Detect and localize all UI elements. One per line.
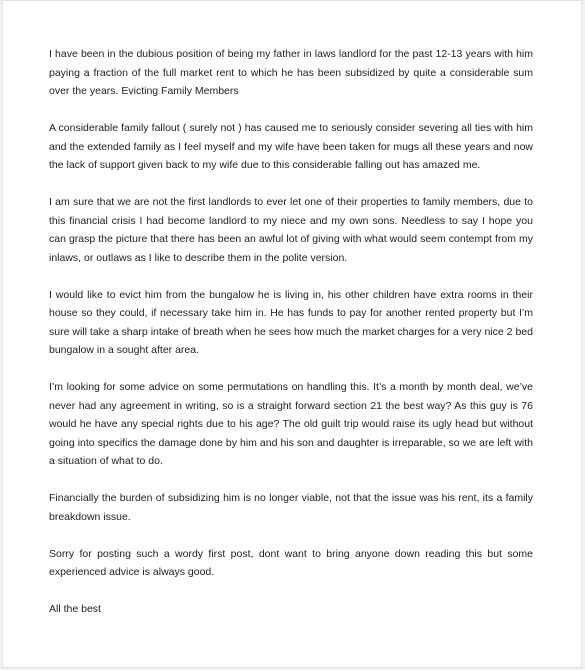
paragraph-5: I’m looking for some advice on some permutations on handling this. It’s a month by month deal, we’ve never had any agreement in writing, so is a straight forward section 21 the best way? As this guy is 76 would he have any special rights due to his age? The old guilt trip would raise its ugly head but without going into specifics the damage done by him and his son and daughter is irreparable, so we are left with a situation of what to do. (49, 381, 533, 467)
document-page (2, 0, 582, 668)
paragraph-3: I am sure that we are not the first landlords to ever let one of their properties to family members, due to this financial crisis I had become landlord to my niece and my own sons. Needless to say I hope you can grasp the picture that there has been an awful lot of giving with what would seem contempt from my inlaws, or outlaws as I like to describe them in the polite version. (49, 196, 533, 264)
paragraph-6: Financially the burden of subsidizing him is no longer viable, not that the issue was his rent, its a family breakdown issue. (49, 492, 533, 523)
letter-body (49, 45, 533, 619)
paragraph-4: I would like to evict him from the bungalow he is living in, his other children have extra rooms in their house so they could, if necessary take him in. He has funds to pay for another rented property but I’m sure will take a sharp intake of breath when he sees how much the market charges for a very nice 2 bed bungalow in a sought after area. (49, 288, 533, 356)
paragraph-7: Sorry for posting such a wordy first post, dont want to bring anyone down reading this but some experienced advice is always good. (49, 547, 533, 578)
paragraph-2: A considerable family fallout ( surely not ) has caused me to seriously consider severing all ties with him and the extended family as I feel myself and my wife have been taken for mugs all these years and now the lack of support given back to my wife due to this considerable falling out has amazed me. (49, 122, 533, 171)
paragraph-1: I have been in the dubious position of being my father in laws landlord for the past 12-13 years with him paying a fraction of the full market rent to which he has been subsidized by quite a considerable sum over the years. Evicting Family Members (49, 48, 533, 97)
signoff: All the best (49, 603, 101, 615)
